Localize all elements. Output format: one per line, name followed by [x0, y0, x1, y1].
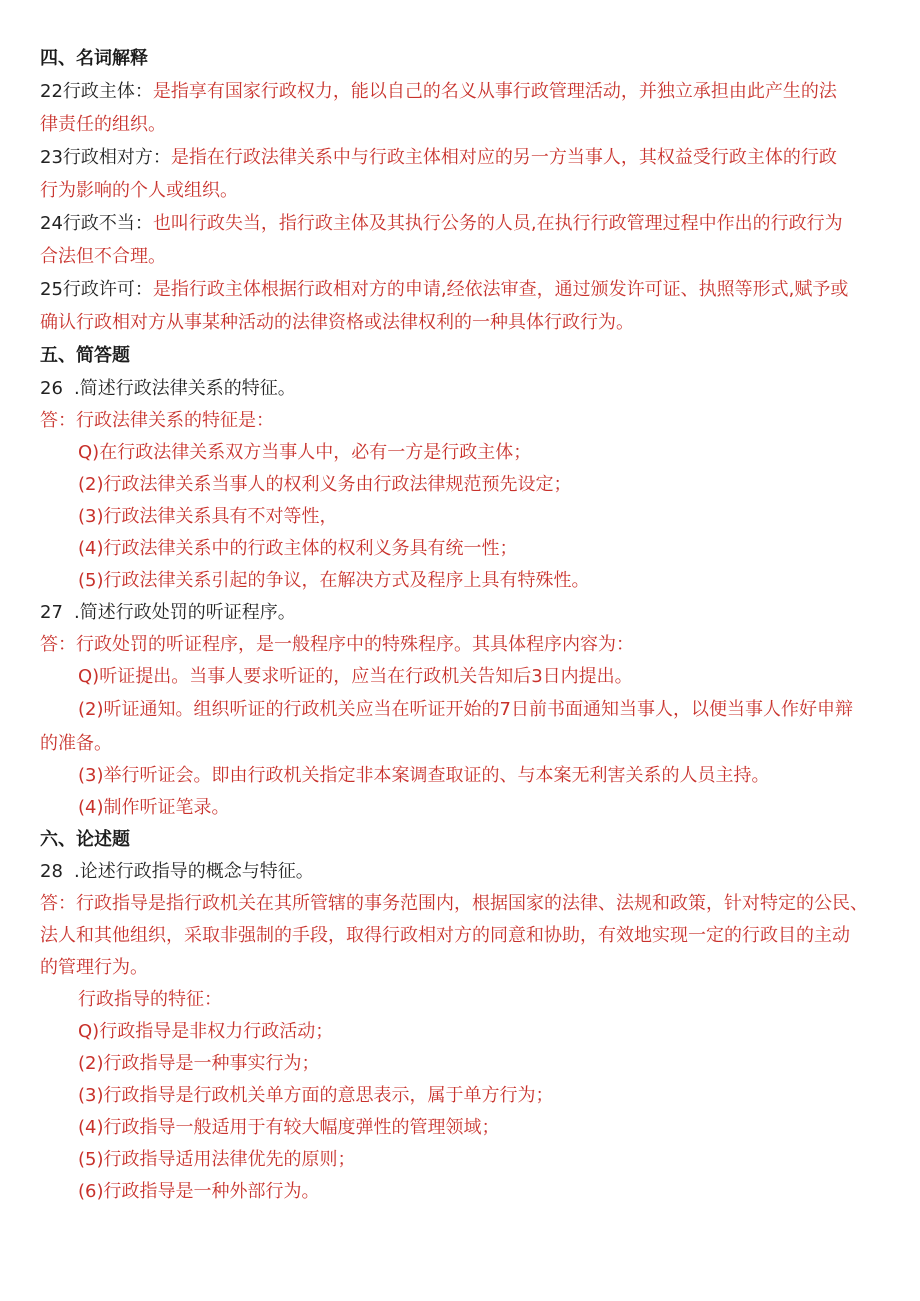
answer-point: (5)行政指导适用法律优先的原则；	[78, 1149, 356, 1170]
section-title-short-answer: 五、简答题	[40, 345, 130, 366]
answer-point: (3)行政指导是行政机关单方面的意思表示，属于单方行为；	[78, 1085, 554, 1106]
term-label: 24行政不当：	[40, 213, 153, 234]
term-definition-continued: 确认行政相对方从事某种活动的法律资格或法律权利的一种具体行政行为。	[40, 312, 634, 333]
question-text: .简述行政法律关系的特征。	[74, 378, 296, 399]
section-title-essay: 六、论述题	[40, 829, 130, 850]
answer-point: (4)行政法律关系中的行政主体的权利义务具有统一性；	[78, 538, 518, 559]
question-number: 26	[40, 378, 63, 399]
answer-point: (2)行政法律关系当事人的权利义务由行政法律规范预先设定；	[78, 474, 572, 495]
question-number: 28	[40, 861, 63, 882]
answer-point: (4)制作听证笔录。	[78, 797, 230, 818]
question-28	[40, 861, 892, 883]
answer-point: (4)行政指导一般适用于有较大幅度弹性的管理领域；	[78, 1117, 500, 1138]
answer-point: Q)在行政法律关系双方当事人中，必有一方是行政主体；	[78, 442, 532, 463]
answer-point: (2)听证通知。组织听证的行政机关应当在听证开始的7日前书面通知当事人，以便当事人作好申辩	[78, 699, 853, 720]
question-27	[40, 602, 892, 624]
question-26	[40, 378, 892, 400]
term-definition-continued: 行为影响的个人或组织。	[40, 180, 238, 201]
section-title-terms: 四、名词解释	[40, 48, 148, 69]
answer-subheading: 行政指导的特征：	[78, 989, 222, 1010]
answer-26-intro: 答：行政法律关系的特征是：	[40, 410, 274, 431]
answer-28-line: 法人和其他组织，采取非强制的手段，取得行政相对方的同意和协助，有效地实现一定的行政目的主动	[40, 925, 850, 946]
term-label: 22行政主体：	[40, 81, 153, 102]
term-definition: 也叫行政失当，指行政主体及其执行公务的人员,在执行行政管理过程中作出的行政行为	[152, 213, 843, 234]
answer-point: (6)行政指导是一种外部行为。	[78, 1181, 320, 1202]
answer-point-continued: 的准备。	[40, 733, 112, 754]
term-label: 23行政相对方：	[40, 147, 171, 168]
term-definition: 是指在行政法律关系中与行政主体相对应的另一方当事人，其权益受行政主体的行政	[170, 147, 837, 168]
term-definition-continued: 合法但不合理。	[40, 246, 166, 267]
term-definition: 是指行政主体根据行政相对方的申请,经依法审查，通过颁发许可证、执照等形式,赋予或	[152, 279, 849, 300]
term-23	[40, 147, 892, 169]
answer-28-line: 答：行政指导是指行政机关在其所管辖的事务范围内，根据国家的法律、法规和政策，针对特定的公民、	[40, 893, 868, 914]
answer-27-intro: 答：行政处罚的听证程序，是一般程序中的特殊程序。其具体程序内容为：	[40, 634, 634, 655]
answer-point: Q)听证提出。当事人要求听证的，应当在行政机关告知后3日内提出。	[78, 666, 633, 687]
term-definition: 是指享有国家行政权力，能以自己的名义从事行政管理活动，并独立承担由此产生的法	[152, 81, 837, 102]
answer-point: (2)行政指导是一种事实行为；	[78, 1053, 320, 1074]
answer-point: Q)行政指导是非权力行政活动；	[78, 1021, 334, 1042]
term-24	[40, 213, 892, 235]
answer-point: (3)举行听证会。即由行政机关指定非本案调查取证的、与本案无利害关系的人员主持。	[78, 765, 770, 786]
term-label: 25行政许可：	[40, 279, 153, 300]
term-25	[40, 279, 892, 301]
answer-28-line: 的管理行为。	[40, 957, 148, 978]
question-number: 27	[40, 602, 63, 623]
answer-point: (3)行政法律关系具有不对等性，	[78, 506, 338, 527]
term-22	[40, 81, 892, 103]
answer-point: (5)行政法律关系引起的争议，在解决方式及程序上具有特殊性。	[78, 570, 590, 591]
question-text: .简述行政处罚的听证程序。	[74, 602, 296, 623]
question-text: .论述行政指导的概念与特征。	[74, 861, 314, 882]
term-definition-continued: 律责任的组织。	[40, 114, 166, 135]
